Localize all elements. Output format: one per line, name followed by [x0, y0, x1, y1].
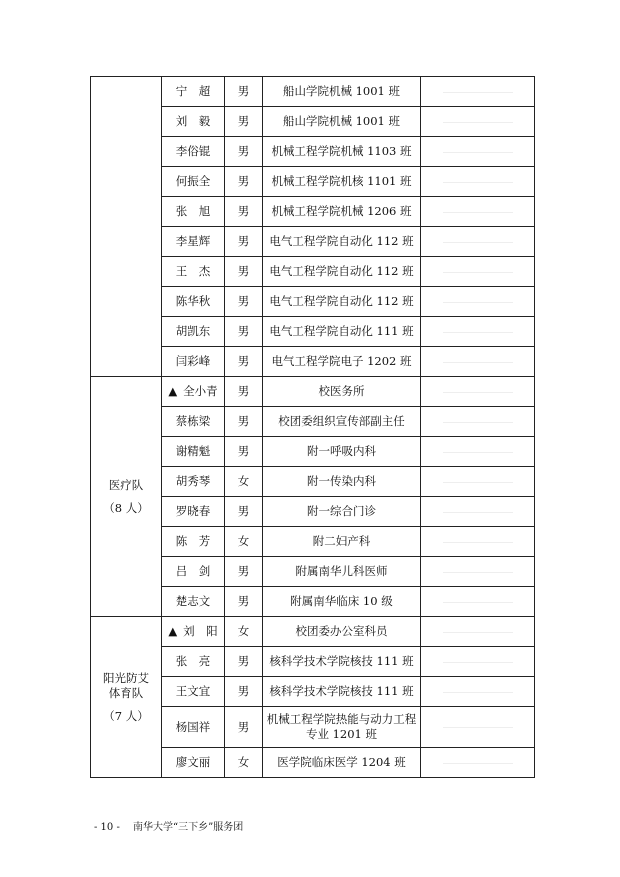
name-cell [162, 748, 225, 778]
team-count: （7 人） [103, 708, 149, 723]
blank-cell [421, 527, 535, 557]
blank-cell [421, 77, 535, 107]
member-name: 刘 毅 [175, 114, 211, 128]
name-cell [162, 557, 225, 587]
footer-org-name: 南华大学“三下乡”服务团 [133, 822, 244, 833]
member-name: 杨国祥 [175, 719, 211, 734]
gender-cell: 男 [225, 227, 263, 257]
name-cell [162, 677, 225, 707]
name-cell [162, 347, 225, 377]
faint-rule [443, 482, 513, 483]
gender-cell: 女 [225, 617, 263, 647]
leader-marker-icon: ▲ [168, 384, 178, 398]
blank-cell [421, 617, 535, 647]
unit-cell: 医学院临床医学 1204 班 [263, 748, 421, 778]
member-name: 陈 芳 [175, 534, 211, 548]
unit-cell: 附一传染内科 [263, 467, 421, 497]
gender-cell: 男 [225, 287, 263, 317]
member-name: 吕 剑 [175, 564, 211, 578]
gender-cell: 男 [225, 647, 263, 677]
gender-cell: 男 [225, 317, 263, 347]
faint-rule [443, 182, 513, 183]
gender-cell: 男 [225, 347, 263, 377]
blank-cell [421, 497, 535, 527]
page-number: - 10 - [94, 822, 120, 833]
gender-cell: 男 [225, 587, 263, 617]
blank-cell [421, 227, 535, 257]
blank-cell [421, 587, 535, 617]
name-cell [162, 617, 225, 647]
team-name: 阳光防艾 体育队 [103, 670, 149, 700]
blank-cell [421, 197, 535, 227]
unit-cell: 附二妇产科 [263, 527, 421, 557]
member-name: 何振全 [175, 174, 211, 188]
member-name: 刘 阳 [183, 624, 218, 638]
team-cell [91, 617, 162, 778]
team-cell [91, 77, 162, 377]
name-cell [162, 227, 225, 257]
name-cell [162, 197, 225, 227]
unit-cell: 核科学技术学院核技 111 班 [263, 677, 421, 707]
name-cell [162, 317, 225, 347]
name-cell [162, 707, 225, 748]
gender-cell: 男 [225, 677, 263, 707]
name-cell [162, 407, 225, 437]
gender-cell: 男 [225, 407, 263, 437]
unit-cell: 船山学院机械 1001 班 [263, 77, 421, 107]
faint-rule [443, 512, 513, 513]
unit-cell: 船山学院机械 1001 班 [263, 107, 421, 137]
unit-cell: 机械工程学院热能与动力工程 专业 1201 班 [263, 707, 421, 748]
member-name: 宁 超 [175, 84, 211, 98]
name-cell [162, 137, 225, 167]
unit-cell: 电气工程学院自动化 112 班 [263, 227, 421, 257]
name-cell [162, 647, 225, 677]
faint-rule [443, 662, 513, 663]
blank-cell [421, 137, 535, 167]
member-name: 蔡栋梁 [175, 414, 211, 428]
member-name: 廖文丽 [175, 755, 211, 769]
blank-cell [421, 317, 535, 347]
page-footer [94, 818, 243, 833]
table-row [91, 377, 535, 407]
roster-body [91, 77, 535, 778]
blank-cell [421, 107, 535, 137]
blank-cell [421, 257, 535, 287]
gender-cell: 女 [225, 467, 263, 497]
gender-cell: 女 [225, 527, 263, 557]
gender-cell: 男 [225, 167, 263, 197]
unit-cell: 附属南华儿科医师 [263, 557, 421, 587]
blank-cell [421, 437, 535, 467]
unit-cell: 电气工程学院电子 1202 班 [263, 347, 421, 377]
member-name: 张 亮 [175, 654, 211, 668]
blank-cell [421, 407, 535, 437]
faint-rule [443, 452, 513, 453]
faint-rule [443, 302, 513, 303]
gender-cell: 男 [225, 557, 263, 587]
member-name: 张 旭 [175, 204, 211, 218]
gender-cell: 男 [225, 707, 263, 748]
faint-rule [443, 542, 513, 543]
member-name: 李俗锟 [175, 144, 211, 158]
unit-cell: 机械工程学院机械 1103 班 [263, 137, 421, 167]
faint-rule [443, 763, 513, 764]
unit-cell: 附一呼吸内科 [263, 437, 421, 467]
member-roster-table [90, 76, 535, 778]
name-cell [162, 377, 225, 407]
member-name: 王 杰 [175, 264, 211, 278]
member-name: 楚志文 [175, 594, 211, 608]
faint-rule [443, 692, 513, 693]
gender-cell: 男 [225, 137, 263, 167]
blank-cell [421, 377, 535, 407]
blank-cell [421, 677, 535, 707]
blank-cell [421, 467, 535, 497]
gender-cell: 男 [225, 497, 263, 527]
name-cell [162, 587, 225, 617]
member-name: 胡凯东 [175, 324, 211, 338]
blank-cell [421, 347, 535, 377]
faint-rule [443, 572, 513, 573]
member-name: 陈华秋 [175, 294, 211, 308]
unit-cell: 核科学技术学院核技 111 班 [263, 647, 421, 677]
gender-cell: 男 [225, 197, 263, 227]
team-name: 医疗队 [108, 477, 144, 492]
team-cell [91, 377, 162, 617]
member-name: 李星辉 [175, 234, 211, 248]
faint-rule [443, 727, 513, 728]
name-cell [162, 437, 225, 467]
faint-rule [443, 422, 513, 423]
faint-rule [443, 632, 513, 633]
unit-cell: 校团委组织宣传部副主任 [263, 407, 421, 437]
gender-cell: 男 [225, 377, 263, 407]
blank-cell [421, 167, 535, 197]
unit-cell: 电气工程学院自动化 112 班 [263, 287, 421, 317]
unit-cell: 附一综合门诊 [263, 497, 421, 527]
unit-cell: 电气工程学院自动化 112 班 [263, 257, 421, 287]
faint-rule [443, 92, 513, 93]
blank-cell [421, 557, 535, 587]
gender-cell: 男 [225, 437, 263, 467]
table-row [91, 77, 535, 107]
name-cell [162, 257, 225, 287]
blank-cell [421, 647, 535, 677]
leader-marker-icon: ▲ [168, 624, 178, 638]
name-cell [162, 77, 225, 107]
faint-rule [443, 332, 513, 333]
member-name: 胡秀琴 [175, 474, 211, 488]
faint-rule [443, 272, 513, 273]
name-cell [162, 287, 225, 317]
unit-cell: 机械工程学院机核 1101 班 [263, 167, 421, 197]
name-cell [162, 497, 225, 527]
unit-cell: 机械工程学院机械 1206 班 [263, 197, 421, 227]
blank-cell [421, 707, 535, 748]
unit-cell: 校团委办公室科员 [263, 617, 421, 647]
faint-rule [443, 212, 513, 213]
unit-cell: 校医务所 [263, 377, 421, 407]
name-cell [162, 467, 225, 497]
faint-rule [443, 242, 513, 243]
faint-rule [443, 122, 513, 123]
name-cell [162, 527, 225, 557]
table-row [91, 617, 535, 647]
gender-cell: 男 [225, 257, 263, 287]
faint-rule [443, 392, 513, 393]
faint-rule [443, 152, 513, 153]
gender-cell: 男 [225, 77, 263, 107]
team-count: （8 人） [103, 500, 149, 515]
faint-rule [443, 602, 513, 603]
member-name: 王文宜 [175, 684, 211, 698]
gender-cell: 女 [225, 748, 263, 778]
faint-rule [443, 362, 513, 363]
name-cell [162, 167, 225, 197]
member-name: 全小青 [183, 384, 218, 398]
gender-cell: 男 [225, 107, 263, 137]
unit-cell: 电气工程学院自动化 111 班 [263, 317, 421, 347]
member-name: 谢精魁 [175, 444, 211, 458]
member-name: 罗晓春 [175, 504, 211, 518]
blank-cell [421, 748, 535, 778]
unit-cell: 附属南华临床 10 级 [263, 587, 421, 617]
name-cell [162, 107, 225, 137]
member-name: 闫彩峰 [175, 354, 211, 368]
blank-cell [421, 287, 535, 317]
